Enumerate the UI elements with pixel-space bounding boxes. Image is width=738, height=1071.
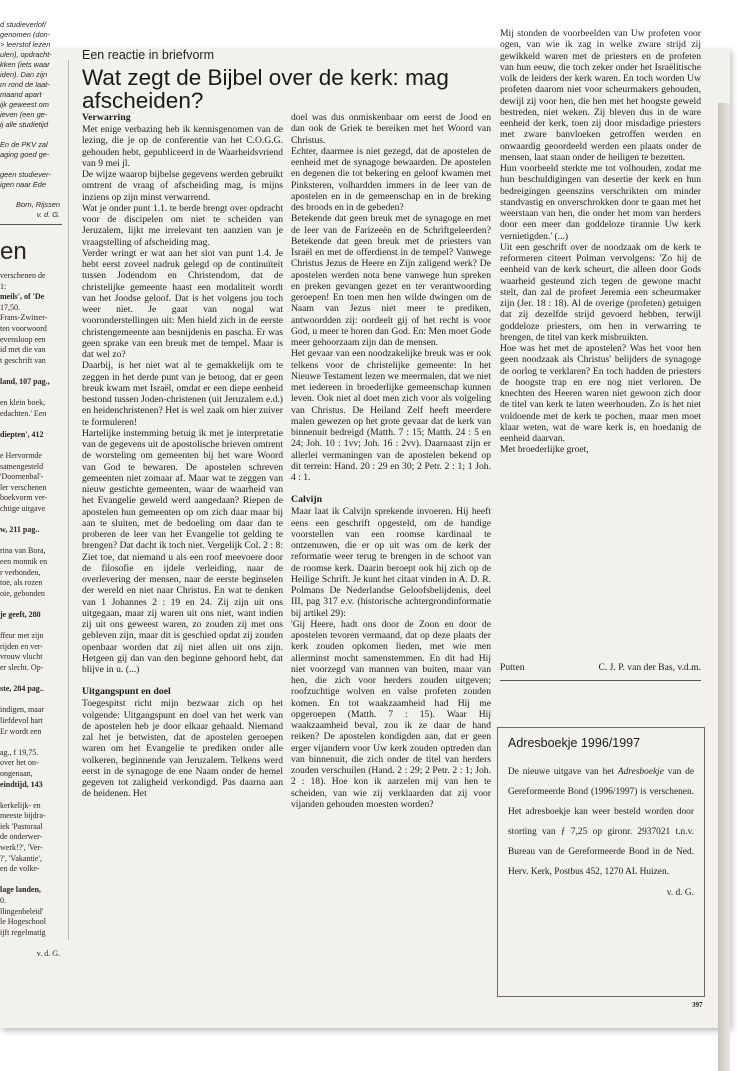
prev-page-line: Er wordt een — [0, 726, 42, 736]
prev-page-line: genomen (don- — [0, 30, 51, 39]
paragraph: Hartelijke instemming betuig ik met je interpretatie van de gegevens uit de apostolische brieven omtrent de worsteling om gemeenten bij het ware Woord van God te bewaren. De apostelen schreven gemeenten niet zomaar af. Maar wat te zeggen van nieuw gestichte gemeenten, waar de waarheid van het Evangelie geweld werd aangedaan? Riepen de apostelen hun gemeenten op om zich daar maar bij aan te sluiten, met de bedoeling om daar dan te proberen de leer van het Evangelie tot gelding te brengen? Dat dacht ik toch niet. Vergelijk Col. 2 : 8: Ziet toe, dat niemand u als een roof meevoere door de filosofie en ijdele verleiding, naar de overlevering der mensen, naar de eerste beginselen der wereld en niet naar Christus. En wat te denken van 1 Johannes 2 : 19 en 24. Zij zijn uit ons uitgegaan, maar zij waren uit ons niet, want indien zij uit ons geweest waren, zo zouden zij met ons gebleven zijn, maar dit is geschied opdat zij zouden openbaar worden dat zij niet allen uit ons zijn. Hetgeen gij dan van den beginne gehoord hebt, dat blijve in u. (...) — [82, 427, 283, 675]
prev-page-line: kerkelijk- en — [0, 800, 41, 810]
article-title: Wat zegt de Bijbel over de kerk: mag afscheiden? — [82, 65, 449, 113]
prev-page-line: t geschrift van — [0, 355, 46, 365]
prev-page-line: ?', 'Vakantie', — [0, 853, 42, 863]
previous-page-column — [0, 20, 66, 958]
prev-page-line — [0, 695, 66, 706]
prev-page-line: ieven (een ge- — [0, 110, 48, 119]
prev-page-line: id met die van — [0, 345, 46, 355]
article-column-2 — [291, 112, 491, 962]
signature-rule — [500, 680, 701, 681]
prev-page-line: 0. — [0, 896, 6, 906]
announcement-text-em: Adresboekje — [617, 767, 664, 777]
prev-page-line: ulen), opdracht- — [0, 50, 52, 59]
prev-page-line: llingenbeleid' — [0, 906, 44, 916]
prev-page-line: w, 211 pag.. — [0, 525, 40, 535]
prev-page-line: maand apart — [0, 90, 42, 99]
prev-page-line: > leerstof lezen — [0, 40, 51, 49]
prev-page-line: verschenen de — [0, 271, 46, 280]
prev-page-line: samengesteld — [0, 461, 44, 471]
prev-page-line: le Hogeschool — [0, 917, 46, 927]
spacer — [291, 483, 491, 494]
prev-page-line — [0, 790, 66, 801]
prev-page-line: ij alle studietijd — [0, 120, 49, 129]
prev-page-line: e Hervormde — [0, 451, 42, 461]
paragraph: Betekende dat geen breuk met de synagoge en met de leer van de Farizeeën en de Schriftgeleerden? Betekende dat geen breuk met de priesters van Israël en met de offerdienst in de tempel? Vanwege Christus Jezus de Heere en Zijn zaligend werk? De apostelen werden nota bene vanwege hun spreken en preken gevangen gezet en ter verantwoording geroepen! En toen men hen wilde dwingen om de Naam van Jezus niet meer te prediken, antwoordden zij: oordeelt gij of het recht is voor God, u meer te horen dan God. En: Men moet Gode meer gehoorzaam zijn dan de mensen. — [291, 213, 491, 348]
prev-page-line — [0, 190, 66, 200]
announcement-text-post: van de Gereformeerde Bond (1996/1997) is verschenen. Het adresboekje kan weer besteld worden door storting van ƒ 7,25 op gironr. 2937021 t.n.v. Bureau van de Gereformeerde Bond in de Ned. Herv. Kerk, Postbus 452, 1270 AL Huizen. — [508, 767, 694, 877]
prev-page-line: een monnik en — [0, 557, 48, 567]
prev-page-line: ijk geweest om — [0, 100, 49, 109]
prev-page-line: over het on- — [0, 758, 39, 768]
prev-page-line: ten voorwoord — [0, 323, 47, 333]
prev-page-line: geen studiever- — [0, 170, 51, 179]
prev-page-line — [0, 599, 66, 610]
section-heading: Calvijn — [291, 494, 323, 506]
paragraph: Maar laat ik Calvijn sprekende invoeren. Hij heeft eens een geschrift opgesteld, om de handige voorstellen van een roomse kardinaal te ontzenuwen, die er op uit was om de kerk der reformatie weer terug te brengen in de schoot van de roomse kerk. Daarin beroept ook hij zich op de Heilige Schrift. Je kunt het citaat vinden in A. D. R. Polmans De Nederlandse Geloofsbelijdenis, deel III, pag 317 e.v. (historische achtergrondinformatie bij artikel 29): — [291, 506, 491, 619]
prev-page-line — [0, 737, 66, 748]
paragraph: Hun voorbeeld sterkte me tot volhouden, zodat me hun beschuldigingen van desertie der kerk en hun bedreigingen geenszins verschrikten om minder standvastig en onverschrokken door te gaan met het weerstaan van hen, die onder het mom van herders door een meer dan goddeloze tirannie Uw kerk vernietigden.' (...) — [500, 163, 701, 242]
prev-page-line: r verbonden, — [0, 567, 41, 577]
prev-page-line — [0, 938, 66, 949]
prev-page-line: iek 'Pastoraal — [0, 821, 43, 831]
prev-page-line — [0, 621, 66, 632]
paragraph: Wat je onder punt 1.1. te berde brengt over opdracht voor de discipelen om niet te scheiden van Jeruzalem, lijkt me irrelevant ten aanzien van je vraagstelling of afscheiding mag. — [82, 202, 283, 248]
spacer — [82, 675, 283, 686]
prev-page-line: ag., f 19,75. — [0, 747, 39, 757]
prev-page-line — [0, 536, 66, 547]
prev-page-line: d studieverlof/ — [0, 20, 47, 29]
prev-page-line: chtige uitgave — [0, 504, 46, 514]
announcement-title: Adresboekje 1996/1997 — [508, 736, 641, 750]
prev-page-line: igen naar Ede — [0, 180, 47, 189]
prev-page-line: toe, als rozen — [0, 578, 43, 588]
prev-page-line: land, 107 pag., — [0, 376, 50, 386]
page-number: 397 — [692, 1001, 703, 1009]
prev-page-line — [0, 419, 66, 430]
signature-block — [500, 662, 701, 681]
prev-page-line: ste, 284 pag.. — [0, 684, 44, 694]
prev-page-line: m rond de laat- — [0, 80, 50, 89]
prev-page-line: evensloop een — [0, 334, 46, 344]
prev-page-line: meeste bijdra- — [0, 811, 46, 821]
prev-page-line: boekvorm ver- — [0, 493, 48, 503]
paragraph: Hoe was het met de apostelen? Was het voor hen geen noodzaak als Christus' belijders de synagoge de oorlog te verklaren? En toch hadden de priesters de hoogste trap en ere nog niet verloren. De knechten des Heeren waren niet gewoon zich door de titel van kerk te laten weerhouden. Zo is het niet voldoende met de kerk te pochen, maar men moet klaar weten, wat de ware kerk is, en hoedanig de eenheid daarvan. — [500, 343, 701, 444]
prev-page-line: er slecht. Op- — [0, 662, 44, 672]
paragraph: Verder wringt er wat aan het slot van punt 1.4. Je hebt eerst zoveel nadruk gelegd op de continuïteit tussen Jodendom en Christendom, dat de christelijke gemeente haast een modaliteit wordt van het Joodse geloof. Dat is het volgens jou toch weer niet. Je gaat van nogal wat vooronderstellingen uit: Men hield zich in de eerste christengemeente aan besnijdenis en pascha. Er was geen sprake van een breuk met de tempel. Maar is dat wel zo? — [82, 247, 283, 360]
prev-page-line: en de volke- — [0, 864, 40, 874]
prev-page-line: 1: — [0, 281, 7, 291]
paragraph: De wijze waarop bijbelse gegevens werden gebruikt omtrent de vraag of afscheiding mag, is mijns inziens op zijn minst verwarrend. — [82, 169, 283, 203]
page-edge — [718, 103, 730, 1071]
prev-page-line: lage landen, — [0, 885, 41, 895]
prev-page-line: aging goed ge- — [0, 150, 50, 159]
prev-page-line — [0, 875, 66, 886]
article-column-1 — [82, 112, 283, 962]
paragraph: doel was dus onmiskenbaar om eerst de Jood en dan ook de Griek te bereiken met het Woord van Christus. — [291, 112, 491, 146]
prev-page-line: indigen, maar — [0, 705, 44, 715]
paragraph: Met broederlijke groet, — [500, 444, 589, 456]
prev-page-line: ongenaan, — [0, 768, 33, 778]
section-heading: Uitgangspunt en doel — [82, 686, 171, 698]
prev-page-line: werk!?', 'Ver- — [0, 843, 43, 853]
prev-page-line: oie, gebonden — [0, 588, 45, 598]
article-kicker: Een reactie in briefvorm — [82, 48, 215, 62]
prev-page-line: 17,50. — [0, 302, 20, 312]
prev-page-line: liefdevol hart — [0, 715, 43, 725]
prev-page-line: de onderwer- — [0, 832, 43, 842]
prev-page-line: ijft regelmatig — [0, 927, 46, 937]
prev-page-line: v. d. G. — [36, 210, 60, 219]
prev-page-line: rijden en ver- — [0, 641, 43, 651]
prev-page-line: edachten.' Een — [0, 408, 47, 418]
announcement-signature: v. d. G. — [666, 888, 694, 898]
prev-page-line: rina van Bora, — [0, 546, 46, 556]
prev-page-line: v. d. G. — [36, 949, 60, 958]
section-heading: Verwarring — [82, 112, 131, 123]
prev-page-heading: en — [0, 238, 27, 265]
prev-page-line — [0, 130, 66, 140]
paragraph: Echter, daarmee is niet gezegd, dat de apostelen de eenheid met de synagoge bewaarden. De apostelen en degenen die tot bekering en geloof kwamen met Pinksteren, volhardden immers in de leer van de apostelen en in de gemeenschap en in de breking des broods en in de gebeden? — [291, 145, 491, 213]
prev-page-line: eindtijd, 143 — [0, 779, 43, 789]
announcement-text-pre: De nieuwe uitgave van het — [508, 767, 618, 777]
signature-place: Putten — [500, 662, 525, 673]
prev-page-line: 'Doornenbal'- — [0, 472, 44, 482]
column-divider — [68, 60, 69, 940]
prev-page-rule — [0, 224, 62, 225]
paragraph: 'Gij Heere, hadt ons door de Zoon en door de apostelen tevoren vermaand, dat op deze plaats der kerk zouden opkomen lieden, met wie men allerminst mocht samenstemmen. En dit had Hij niet voorzegd van mannen van buiten, maar van hen, die zich voor herders zouden uitgeven; roofzuchtige wolven en valse profeten zouden komen. En tot waakzaamheid had Hij me opgeroepen (Matth. 7 : 15). Waar Hij waakzaamheid beval, zou ik ze daar de hand reiken? De apostelen kondigden aan, dat er geen erger vijandern voor Uw kerk zouden optreden dan van binnenuit, die zich onder de titel van herders zouden verschuilen (Hand. 2 : 29; 2 Petr. 2 : 1; Joh. 2 : 18). Hoe kon ik aarzelen mij van hen te scheiden, van wie zij verklaarden dat zij voor vijanden gehouden moesten worden? — [291, 618, 491, 810]
paragraph: Mij stonden de voorbeelden van Uw profeten voor ogen, van wie ik zag in welke zware strijd zij gewikkeld waren met de priesters en de profeten van hun eeuw, die toch zeker onder het Israëlitische volk de leiders der kerk waren. En toch worden Uw profeten daarom niet voor scheurmakers gehouden, dewijl zij voor hen, die hen met het hoogste geweld bestreden, niet weken. Zij bleven dus in de ware eenheid der kerk, toen zij door misdadige priesters met zware banvloeken getroffen werden en onwaardig geoordeeld werden een plaats onder de mensen, laat staan onder de heiligen te bezetten. — [500, 28, 701, 163]
prev-page-line — [0, 515, 66, 526]
paragraph: Toegespitst richt mijn bezwaar zich op het volgende: Uitgangspunt en doel van het werk van de apostelen heb je door elkaar gehaald. Niemand zal het je betwisten, dat de apostelen geroepen waren om het Evangelie te prediken onder alle volkeren, beginnende van Jeruzalem. Telkens werd eerst in de synagoge de ene Naam onder de hemel gegeven tot zaligheid verkondigd. Pas daarna aan de heidenen. Het — [82, 698, 283, 800]
paragraph: Met enige verbazing heb ik kennisgenomen van de lezing, die je op de conferentie van het C.O.G.G. gehouden hebt, gepubliceerd in de Waarheidsvriend van 9 mei jl. — [82, 124, 283, 169]
announcement-box — [497, 727, 705, 997]
prev-page-line: ler verschenen — [0, 482, 47, 492]
prev-page-line: vrouw vlucht — [0, 652, 43, 662]
prev-page-line: diepten', 412 — [0, 429, 44, 439]
prev-page-line — [0, 366, 66, 377]
prev-page-line — [0, 160, 66, 170]
announcement-body — [508, 762, 694, 882]
paragraph: Uit een geschrift over de noodzaak om de kerk te reformeren citeert Polman vervolgens: 'Zo hij de eenheid van de kerk scheurt, die alleen door Gods waarheid gesteund zich tegen de gewone macht stelt, dan zal de profeet Jeremia een scheurmaker zijn (Jer. 18 : 18). Al de overige (profeten) getuigen dat zij dezelfde strijd gevoerd hebben, terwijl goddeloze priesters, om hen in verwarring te brengen, de titel van kerk misbruikten. — [500, 241, 701, 343]
prev-page-line — [0, 388, 66, 399]
prev-page-line: je geeft, 280 — [0, 610, 41, 619]
prev-page-line: ffeur met zijn — [0, 631, 44, 641]
prev-page-line: iden). Dan zijn — [0, 70, 48, 79]
article-column-3 — [500, 28, 701, 693]
paragraph: Daarbij, is het niet wat al te gemakkelijk om te zeggen in het derde punt van je betoog, dat er geen breuk kwam met Israël, omdat er een diepe eenheid bestond tussen Joden-christenen (uit Jeruzalem e.d.) en heidenchristenen? Het is wel zaak om hier zuiver te formuleren! — [82, 360, 283, 428]
prev-page-line: meils', of 'De — [0, 292, 45, 302]
prev-page-line — [0, 441, 66, 452]
prev-page-line: En de PKV zal — [0, 140, 48, 149]
signature-name: C. J. P. van der Bas, v.d.m. — [598, 662, 701, 673]
prev-page-line: en klein boek, — [0, 398, 46, 408]
prev-page-line: Frans-Zwitser- — [0, 313, 48, 323]
prev-page-line — [0, 674, 66, 685]
prev-page-line: Born, Rijssen — [16, 200, 60, 209]
paragraph: Het gevaar van een noodzakelijke breuk was er ook telkens voor de christelijke gemeente: In het Nieuwe Testament lezen we meermalen, dat we niet met iedereen in broederlijke gemeenschap kunnen leven. Ook niet al doet men zich voor als volgeling van Christus. De Heiland Zelf heeft meerdere malen gewezen op het grote gevaar dat de kerk van binnenuit bedreigd (Matth. 7 : 15; Matth. 24 : 5 en 24; Joh. 10 : 1vv; Joh. 16 : 2vv). Daarnaast zijn er allerlei vermaningen van de apostelen bekend op dit terrein: Hand. 20 : 29 en 30; 2 Petr. 2 : 1; 1 Joh. 4 : 1. — [291, 348, 491, 483]
prev-page-line: kken (iets waar — [0, 60, 50, 69]
